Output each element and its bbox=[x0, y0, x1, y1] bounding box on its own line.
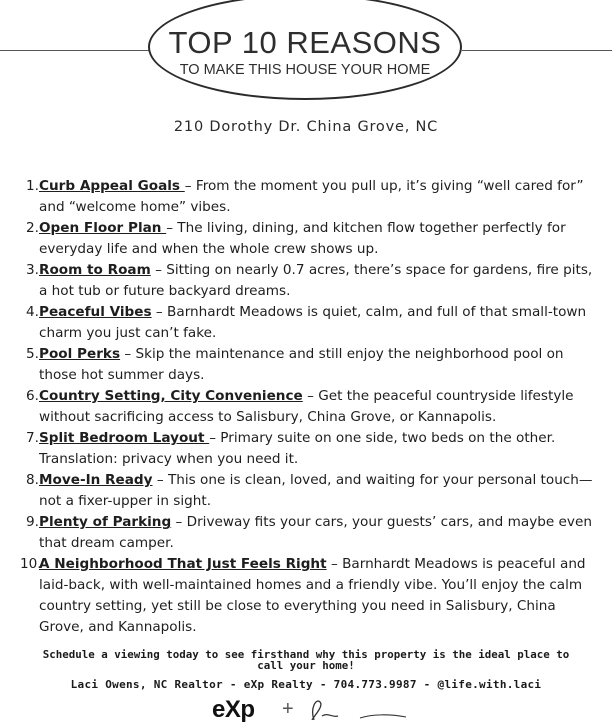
reason-body: – Barnhardt Meadows is peaceful and laid-back, with well-maintained homes and a friendly vibe. You’ll enjoy the calm country setting, yet still be close to everything you need in Salisbury, China Grove, and Kannapolis. bbox=[39, 556, 586, 635]
reason-item-10 bbox=[20, 554, 600, 638]
reason-item-2 bbox=[20, 218, 600, 260]
reason-number: 6. bbox=[26, 388, 39, 404]
reason-number: 5. bbox=[26, 346, 39, 362]
reason-body: – The living, dining, and kitchen flow together perfectly for everyday life and when the whole crew shows up. bbox=[39, 220, 566, 257]
reason-item-8 bbox=[20, 470, 600, 512]
header bbox=[0, 0, 612, 110]
reason-item-9 bbox=[20, 512, 600, 554]
reasons-list bbox=[20, 176, 600, 638]
reason-number: 4. bbox=[26, 304, 39, 320]
reason-number: 7. bbox=[26, 430, 39, 446]
header-rule-right bbox=[462, 50, 612, 51]
reason-body: – Skip the maintenance and still enjoy the neighborhood pool on those hot summer days. bbox=[39, 346, 564, 383]
agent-contact-line: Laci Owens, NC Realtor - eXp Realty - 704.773.9987 - @life.with.laci bbox=[70, 678, 542, 691]
reason-item-7 bbox=[20, 428, 600, 470]
reason-body: – This one is clean, loved, and waiting for your personal touch—not a fixer-upper in sight. bbox=[39, 472, 593, 509]
reason-item-6 bbox=[20, 386, 600, 428]
reason-heading: A Neighborhood That Just Feels Right bbox=[39, 556, 327, 572]
reason-heading: Split Bedroom Layout bbox=[39, 430, 210, 446]
reason-number: 1. bbox=[26, 178, 39, 194]
reason-heading: Pool Perks bbox=[39, 346, 121, 362]
reason-heading: Open Floor Plan bbox=[39, 220, 167, 236]
reason-item-4 bbox=[20, 302, 600, 344]
reason-number: 8. bbox=[26, 472, 39, 488]
reason-body: – Primary suite on one side, two beds on the other. Translation: privacy when you need it. bbox=[39, 430, 556, 467]
reason-number: 2. bbox=[26, 220, 39, 236]
signature-logo bbox=[300, 696, 410, 720]
call-to-action: Schedule a viewing today to see firsthand why this property is the ideal place to call your home! bbox=[42, 648, 570, 672]
reason-body: – Sitting on nearly 0.7 acres, there’s space for gardens, fire pits, a hot tub or future backyard dreams. bbox=[39, 262, 593, 299]
reason-body: – Get the peaceful countryside lifestyle without sacrificing access to Salisbury, China Grove, or Kannapolis. bbox=[39, 388, 574, 425]
reason-item-1 bbox=[20, 176, 600, 218]
reason-heading: Country Setting, City Convenience bbox=[39, 388, 303, 404]
reason-item-3 bbox=[20, 260, 600, 302]
property-address: 210 Dorothy Dr. China Grove, NC bbox=[173, 119, 439, 135]
reason-body: – Barnhardt Meadows is quiet, calm, and full of that small-town charm you just can’t fake. bbox=[39, 304, 587, 341]
reason-heading: Room to Roam bbox=[39, 262, 151, 278]
page-subtitle: TO MAKE THIS HOUSE YOUR HOME bbox=[179, 62, 431, 78]
plus-sign: + bbox=[282, 698, 294, 720]
exp-realty-logo: eXp bbox=[212, 696, 255, 723]
reason-number: 10. bbox=[20, 556, 42, 572]
footer-logos bbox=[0, 696, 612, 723]
reason-number: 3. bbox=[26, 262, 39, 278]
page-title: TOP 10 REASONS bbox=[168, 25, 442, 60]
reason-body: – Driveway fits your cars, your guests’ cars, and maybe even that dream camper. bbox=[39, 514, 592, 551]
reason-item-5 bbox=[20, 344, 600, 386]
reason-heading: Curb Appeal Goals bbox=[39, 178, 185, 194]
reason-heading: Plenty of Parking bbox=[39, 514, 172, 530]
header-rule-left bbox=[0, 50, 150, 51]
reason-body: – From the moment you pull up, it’s giving “well cared for” and “welcome home” vibes. bbox=[39, 178, 584, 215]
reason-heading: Peaceful Vibes bbox=[39, 304, 152, 320]
reason-number: 9. bbox=[26, 514, 39, 530]
reason-heading: Move-In Ready bbox=[39, 472, 153, 488]
